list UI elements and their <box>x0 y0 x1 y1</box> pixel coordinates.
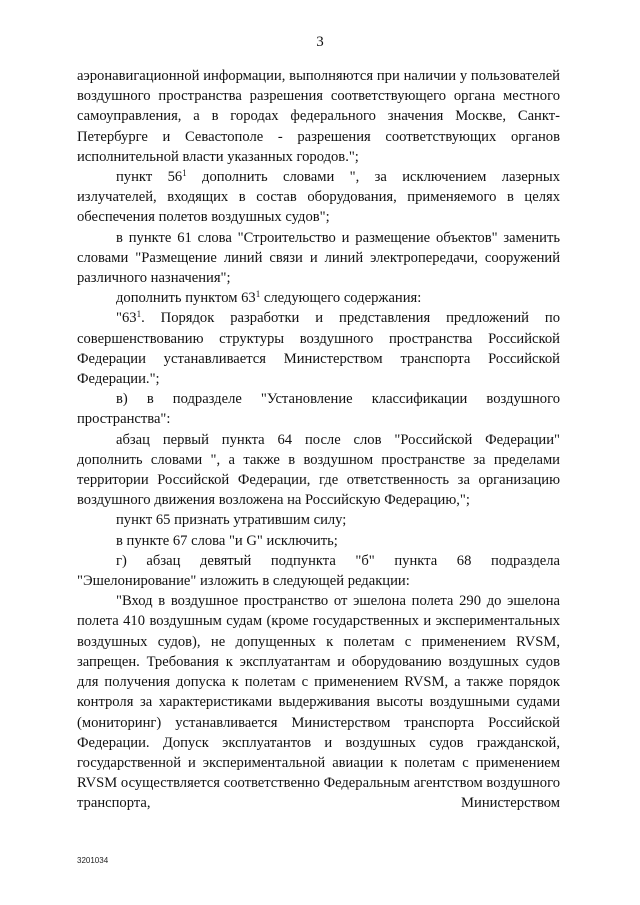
paragraph-rvsm: "Вход в воздушное пространство от эшелона полета 290 до эшелона полета 410 воздушным судам (кроме государственных и экспериментальных воздушных судов), не допущенных к полетам с применением RVSM, запрещен. Требования к эксплуатантам и оборудованию воздушных судов для получения допуска к полетам с применением RVSM, а также порядок контроля за характеристиками выдерживания высоты воздушными судами (мониторинг) устанавливается Министерством транспорта Российской Федерации. Допуск эксплуатантов и воздушных судов гражданской, государственной и экспериментальной авиации к полетам с применением RVSM осуществляется соответственно Федеральным агентством воздушного транспорта, Министерством <box>77 593 560 812</box>
paragraph-prefix: пункт 56 <box>116 169 183 186</box>
paragraph-continuation: аэронавигационной информации, выполняются при наличии у пользователей воздушного пространства разрешения соответствующего органа местного самоуправления, а в городах федерального значения Москве, Санкт-Петербурге и Севастополе - разрешения соответствующих органов исполнительной власти указанных городов."; <box>77 68 560 165</box>
superscript: 1 <box>255 289 261 300</box>
paragraph-item-67: в пункте 67 слова "и G" исключить; <box>116 532 338 549</box>
page-number: 3 <box>316 34 324 50</box>
paragraph-prefix: "63 <box>116 310 137 327</box>
paragraph-suffix: дополнить словами ", за исключением лазерных излучателей, входящих в состав оборудования, применяемого в целях обеспечения полетов воздушных судов"; <box>77 169 560 226</box>
superscript: 1 <box>182 168 187 179</box>
paragraph-item-64: абзац первый пункта 64 после слов "Российской Федерации" дополнить словами ", а также в воздушном пространстве за пределами территории Российской Федерации, где ответственность за организацию воздушного движения возложена на Российскую Федерацию,"; <box>77 431 560 509</box>
paragraph-item-61: в пункте 61 слова "Строительство и размещение объектов" заменить словами "Размещение линий связи и линий электропередачи, сооружений различного назначения"; <box>77 229 560 287</box>
paragraph-suffix: следующего содержания: <box>260 290 422 307</box>
paragraph-suffix: . Порядок разработки и представления предложений по совершенствованию структуры воздушного пространства Российской Федерации устанавливается Министерством транспорта Российской Федерации."; <box>77 310 560 388</box>
paragraph-prefix: дополнить пунктом 63 <box>116 290 256 307</box>
paragraph-subsection-g: г) абзац девятый подпункта "б" пункта 68 подраздела "Эшелонирование" изложить в следующей редакции: <box>77 552 560 590</box>
paragraph-63-1-text <box>77 308 560 389</box>
paragraph-item-56 <box>77 167 560 228</box>
paragraph-item-65: пункт 65 признать утратившим силу; <box>116 512 347 529</box>
superscript: 1 <box>136 309 142 320</box>
document-body <box>77 66 560 814</box>
document-code: 3201034 <box>77 856 109 865</box>
paragraph-add-63-1 <box>77 288 560 308</box>
paragraph-subsection-v: в) в подразделе "Установление классификации воздушного пространства": <box>77 391 560 428</box>
